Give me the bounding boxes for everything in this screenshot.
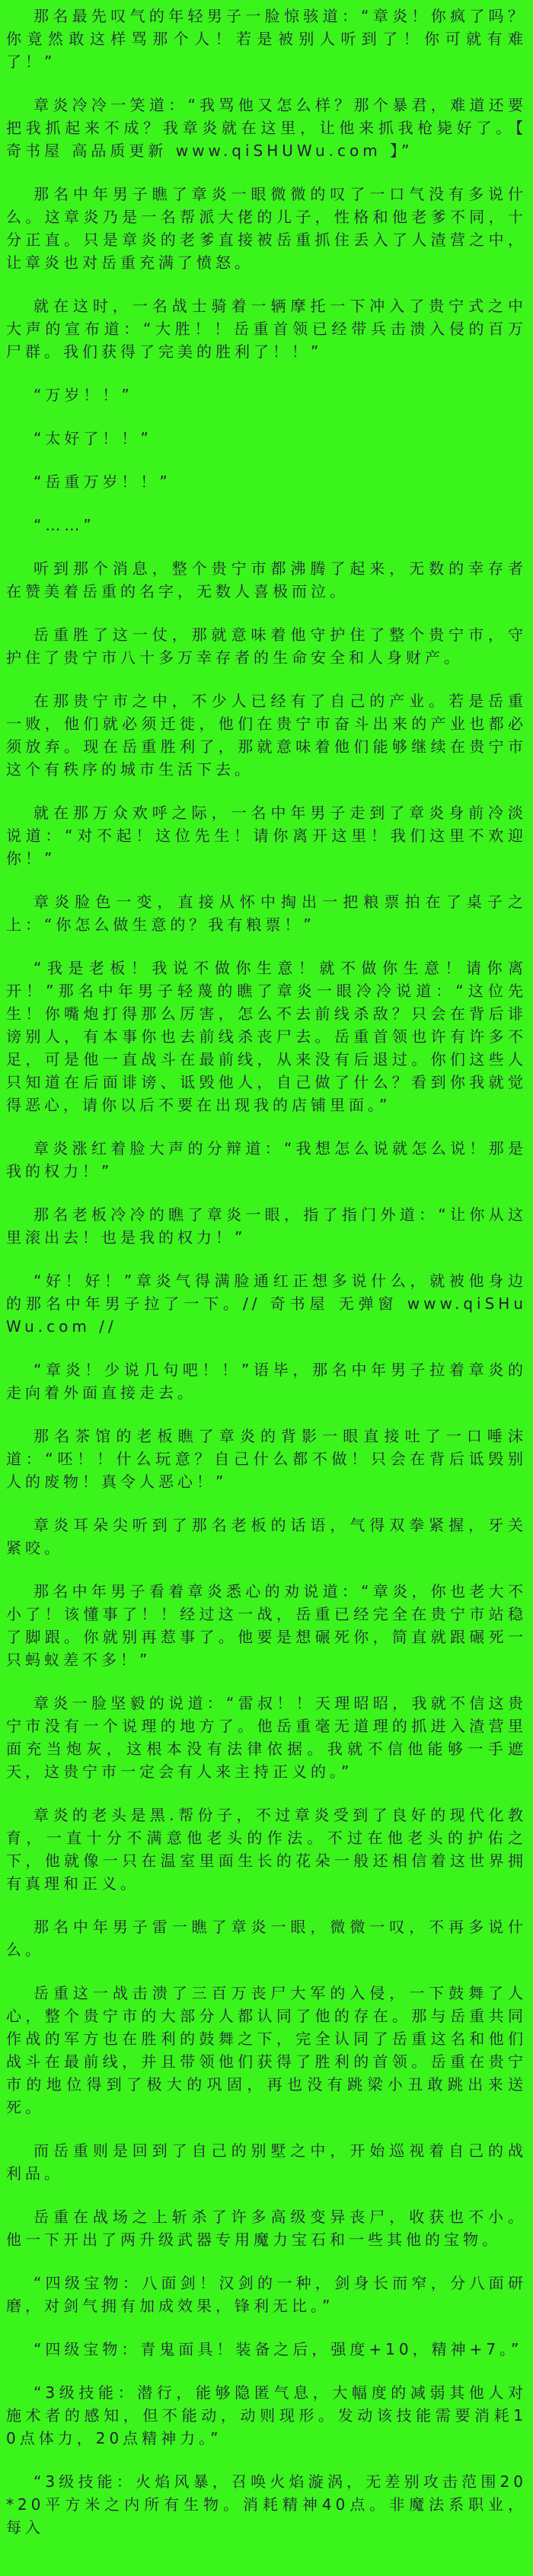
novel-paragraph: 章炎脸色一变，直接从怀中掏出一把粮票拍在了桌子之上：“你怎么做生意的？我有粮票！”: [6, 893, 527, 934]
novel-paragraph: “3级技能：潜行，能够隐匿气息，大幅度的减弱其他人对施术者的感知，但不能动，动则现形。发动该技能需要消耗10点体力，20点精神力。”: [6, 2383, 527, 2447]
novel-paragraph: 章炎冷冷一笑道：“我骂他又怎么样？那个暴君，难道还要把我抓起来不成？我章炎就在这里，让他来抓我枪毙好了。【 奇书屋 高品质更新 www.qiSHUWu.com 】”: [6, 96, 527, 160]
novel-paragraph: 那名中年男子看着章炎悉心的劝说道：“章炎，你也老大不小了！该懂事了！！经过这一战，岳重已经完全在贵宁市站稳了脚跟。你就别再惹事了。他要是想碾死你，简直就跟碾死一只蚂蚁差不多！”: [6, 1582, 527, 1669]
novel-paragraph: “太好了！！”: [34, 429, 152, 447]
novel-paragraph: “岳重万岁！！”: [34, 473, 171, 491]
novel-paragraph: “四级宝物：青鬼面具！装备之后，强度+10，精神+7。”: [34, 2340, 523, 2358]
novel-paragraph: 就在这时，一名战士骑着一辆摩托一下冲入了贵宁式之中大声的宣布道：“大胜！！岳重首领已经带兵击溃入侵的百万尸群。我们获得了完美的胜利了！！”: [6, 297, 527, 361]
novel-paragraph: “四级宝物：八面剑！汉剑的一种，剑身长而窄，分八面研磨，对剑气拥有加成效果，锋利无比。”: [6, 2274, 527, 2315]
novel-paragraph: 就在那万众欢呼之际，一名中年男子走到了章炎身前冷淡说道：“对不起！这位先生！请你离开这里！我们这里不欢迎你！”: [6, 804, 527, 868]
novel-paragraph: “我是老板！我说不做你生意！就不做你生意！请你离开！”那名中年男子轻蔑的瞧了章炎一眼冷冷说道：“这位先生！你嘴炮打得那么厉害，怎么不去前线杀敌？只会在背后诽谤别人，有本事你也去前线杀丧尸去。岳重首领也许有许多不足，可是他一直战斗在最前线，从来没有后退过。你们这些人只知道在后面诽谤、诋毁他人，自己做了什么？看到你我就觉得恶心，请你以后不要在出现我的店铺里面。”: [6, 959, 527, 1114]
novel-paragraph: 那名最先叹气的年轻男子一脸惊骇道：“章炎！你疯了吗？你竟然敢这样骂那个人！若是被别人听到了！你可就有难了！”: [6, 7, 527, 71]
novel-paragraph: “好！好！”章炎气得满脸通红正想多说什么，就被他身边的那名中年男子拉了一下。// 奇书屋 无弹窗 www.qiSHuWu.com //: [6, 1272, 527, 1336]
novel-paragraph: 那名老板冷冷的瞧了章炎一眼，指了指门外道：“让你从这里滚出去！也是我的权力！”: [6, 1205, 527, 1247]
novel-paragraph: 岳重胜了这一仗，那就意味着他守护住了整个贵宁市，守护住了贵宁市八十多万幸存者的生命安全和人身财产。: [6, 626, 527, 667]
novel-paragraph: 而岳重则是回到了自己的别墅之中，开始巡视着自己的战利品。: [6, 2141, 527, 2183]
novel-paragraph: 岳重这一战击溃了三百万丧尸大军的入侵，一下鼓舞了人心，整个贵宁市的大部分人都认同了他的存在。那与岳重共同作战的军方也在胜利的鼓舞之下，完全认同了岳重这名和他们战斗在最前线，并且带领他们获得了胜利的首领。岳重在贵宁市的地位得到了极大的巩固，再也没有跳梁小丑敢跳出来送死。: [6, 1984, 527, 2116]
novel-paragraph: 那名中年男子雷一瞧了章炎一眼，微微一叹，不再多说什么。: [6, 1918, 527, 1959]
novel-paragraph: 章炎一脸坚毅的说道：“雷叔！！天理昭昭，我就不信这贵宁市没有一个说理的地方了。他岳重毫无道理的抓进入渣营里面充当炮灰，这根本没有法律依据。我就不信他能够一手遮天，这贵宁市一定会有人来主持正义的。”: [6, 1694, 527, 1781]
novel-paragraph: “章炎！少说几句吧！！”语毕，那名中年男子拉着章炎的走向着外面直接走去。: [6, 1361, 527, 1402]
novel-paragraph: 那名茶馆的老板瞧了章炎的背影一眼直接吐了一口唾沫道：“呸！！什么玩意？自己什么都不做！只会在背后诋毁别人的废物！真令人恶心！”: [6, 1427, 527, 1491]
novel-paragraph: 在那贵宁市之中，不少人已经有了自己的产业。若是岳重一败，他们就必须迁徙，他们在贵宁市奋斗出来的产业也都必须放弃。现在岳重胜利了，那就意味着他们能够继续在贵宁市这个有秩序的城市生活下去。: [6, 692, 527, 779]
novel-paragraph: 岳重在战场之上斩杀了许多高级变异丧尸，收获也不小。他一下开出了两升级武器专用魔力宝石和一些其他的宝物。: [6, 2208, 527, 2249]
novel-paragraph: “万岁！！”: [34, 386, 133, 404]
novel-paragraph: 章炎耳朵尖听到了那名老板的话语，气得双拳紧握，牙关紧咬。: [6, 1516, 527, 1557]
novel-paragraph: “……”: [34, 516, 95, 534]
novel-paragraph: 听到那个消息，整个贵宁市都沸腾了起来，无数的幸存者在赞美着岳重的名字，无数人喜极而泣。: [6, 559, 527, 600]
novel-paragraph: “3级技能：火焰风暴，召唤火焰漩涡，无差别攻击范围20*20平方米之内所有生物。消耗精神40点。非魔法系职业，每入: [6, 2473, 527, 2536]
novel-paragraph: 章炎涨红着脸大声的分辩道：“我想怎么说就怎么说！那是我的权力！”: [6, 1139, 527, 1180]
novel-paragraph: 那名中年男子瞧了章炎一眼微微的叹了一口气没有多说什么。这章炎乃是一名帮派大佬的儿子，性格和他老爹不同，十分正直。只是章炎的老爹直接被岳重抓住丢入了人渣营之中，让章炎也对岳重充满了愤怒。: [6, 185, 527, 272]
novel-paragraph: 章炎的老头是黑.帮份子，不过章炎受到了良好的现代化教育，一直十分不满意他老头的作法。不过在他老头的护佑之下，他就像一只在温室里面生长的花朵一般还相信着这世界拥有真理和正义。: [6, 1806, 527, 1893]
